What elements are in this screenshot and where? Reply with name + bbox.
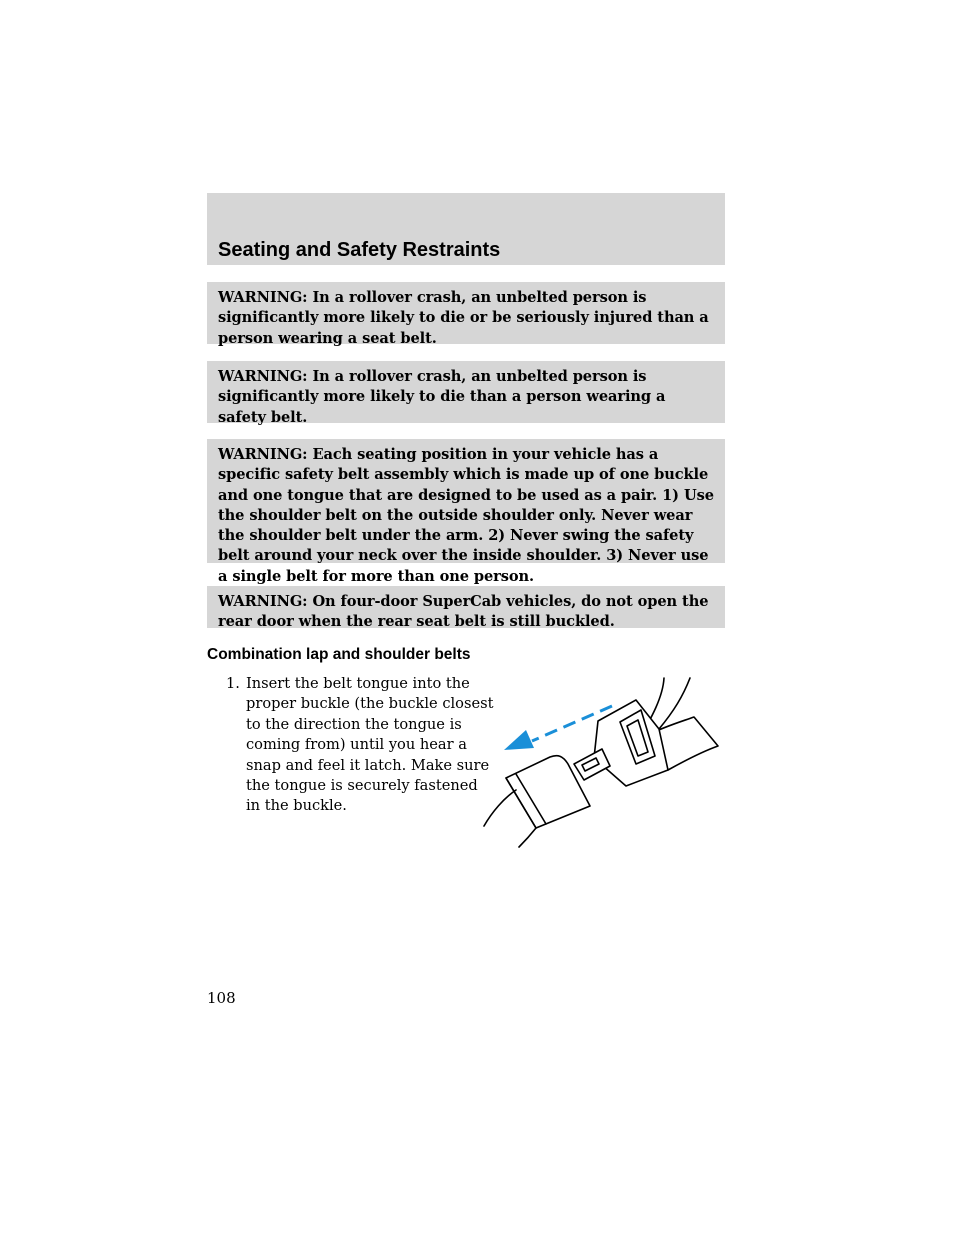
warning-text: WARNING: In a rollover crash, an unbelted person is significantly more likely to die than a person wearing a safety belt. — [218, 368, 666, 426]
warning-box — [207, 361, 725, 426]
section-title: Seating and Safety Restraints — [218, 239, 501, 261]
warning-box — [207, 439, 725, 585]
section-heading: Combination lap and shoulder belts — [207, 646, 471, 663]
seat-belt-buckle-illustration-icon — [478, 676, 728, 848]
warning-text: WARNING: In a rollover crash, an unbelted person is significantly more likely to die or be seriously injured than a person wearing a seat belt. — [218, 289, 709, 347]
step-text: Insert the belt tongue into the proper buckle (the buckle closest to the direction the tongue is coming from) until you hear a snap and feel it latch. Make sure the tongue is securely fastened in the buckle. — [246, 675, 494, 815]
warning-box — [207, 282, 725, 347]
step-item — [226, 674, 494, 817]
warning-text: WARNING: Each seating position in your vehicle has a specific safety belt assembly which is made up of one buckle and one tongue that are designed to be used as a pair. 1) Use the shoulder belt on the outside shoulder only. Never wear the shoulder belt under the arm. 2) Never swing the safety belt around your neck over the inside shoulder. 3) Never use a single belt for more than one person. — [218, 446, 714, 585]
warning-box — [207, 586, 725, 631]
page-number: 108 — [207, 989, 236, 1007]
step-number: 1. — [226, 675, 240, 692]
warning-text: WARNING: On four-door SuperCab vehicles, do not open the rear door when the rear seat belt is still buckled. — [218, 593, 709, 631]
